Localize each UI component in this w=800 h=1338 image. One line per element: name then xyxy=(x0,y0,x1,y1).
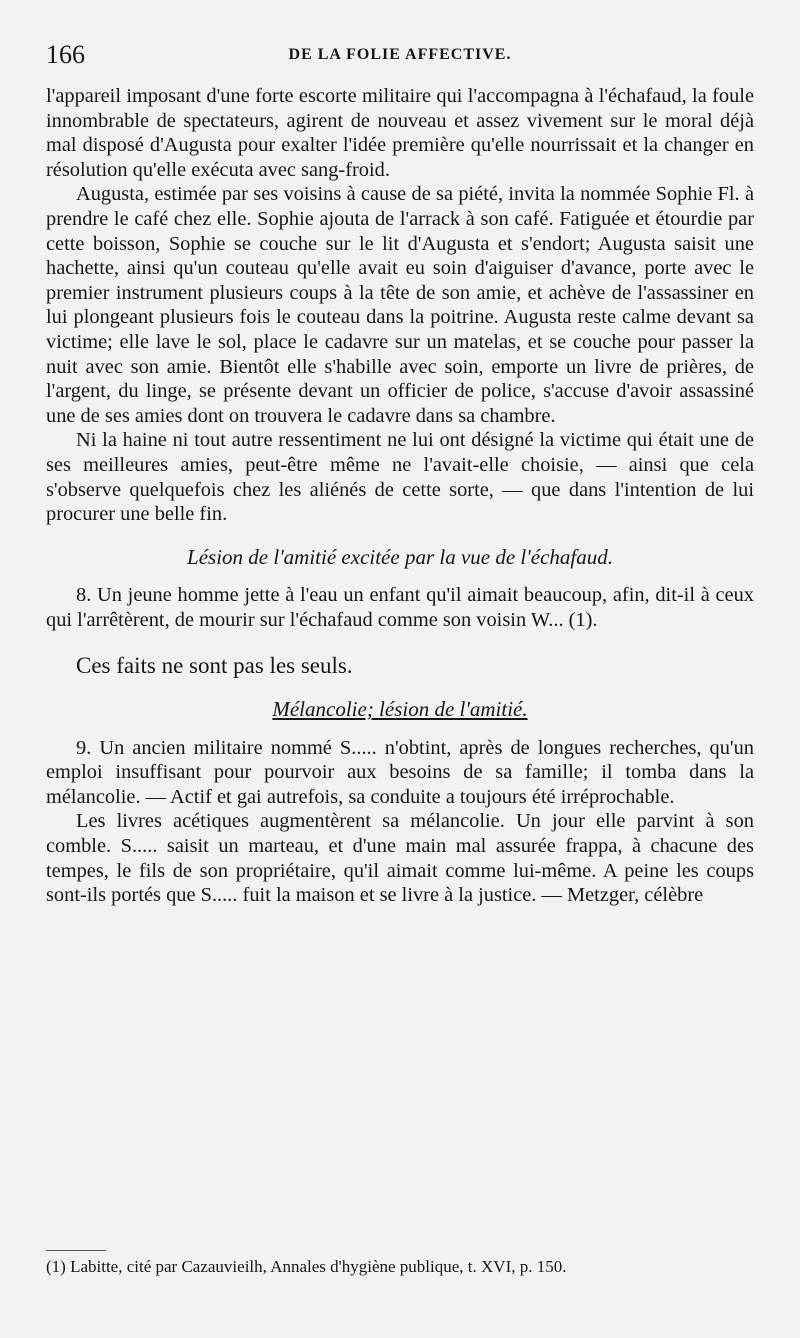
paragraph-case-8: 8. Un jeune homme jette à l'eau un enfant qu'il aimait beaucoup, afin, dit-il à ceux qui l'arrêtèrent, de mourir sur l'échafaud comme son voisin W... (1). xyxy=(46,584,754,631)
section-heading-melancolie: Mélancolie; lésion de l'amitié. xyxy=(272,697,528,722)
paragraph-continued: l'appareil imposant d'une forte escorte militaire qui l'accompagna à l'échafaud, la foule innombrable de spectateurs, agirent de nouveau et assez vivement sur le moral déjà mal disposé d'Augusta pour exalter l'idée première qu'elle nourrissait et la changer en résolution qu'elle exécuta avec sang-froid. xyxy=(46,85,754,181)
section-heading-amitie-echafaud: Lésion de l'amitié excitée par la vue de l'échafaud. xyxy=(187,544,613,569)
paragraph-haine: Ni la haine ni tout autre ressentiment ne lui ont désigné la victime qui était une de ses meilleures amies, peut-être même ne l'avait-elle choisie, — ainsi que cela s'observe quelquefois chez les aliénés de cette sorte, — que dans l'intention de lui procurer une belle fin. xyxy=(46,429,754,526)
footnote-divider xyxy=(46,1250,106,1251)
page-header xyxy=(46,40,754,74)
paragraph-livres: Les livres acétiques augmentèrent sa mélancolie. Un jour elle parvint à son comble. S..... saisit un marteau, et d'une main mal assurée frappa, à chacune des tempes, le fils de son propriétaire, qu'il aimait comme lui-même. A peine les coups sont-ils portés que S..... fuit la maison et se livre à la justice. — Metzger, célèbre xyxy=(46,810,754,907)
statement-line: Ces faits ne sont pas les seuls. xyxy=(76,653,353,679)
paragraph-augusta: Augusta, estimée par ses voisins à cause de sa piété, invita la nommée Sophie Fl. à prendre le café chez elle. Sophie ajouta de l'arrack à son café. Fatiguée et étourdie par cette boisson, Sophie se couche sur le lit d'Augusta et s'endort; Augusta saisit une hachette, ainsi qu'un couteau qu'elle avait eu soin d'aiguiser d'avance, porte avec le premier instrument plusieurs coups à la tête de son amie, et achève de l'assassiner en lui plongeant plusieurs fois le couteau dans la poitrine. Augusta reste calme devant sa victime; elle lave le sol, place le cadavre sur un matelas, et se couche pour passer la nuit avec son amie. Bientôt elle s'habille avec soin, emporte un livre de prières, de l'argent, du linge, se présente devant un officier de police, s'accuse d'avoir assassiné une de ses amies dont on trouvera le cadavre dans sa chambre. xyxy=(46,183,754,427)
footnote: (1) Labitte, cité par Cazauvieilh, Annales d'hygiène publique, t. XVI, p. 150. xyxy=(46,1257,567,1276)
page-body xyxy=(46,84,754,908)
page-number: 166 xyxy=(46,40,85,69)
paragraph-case-9: 9. Un ancien militaire nommé S..... n'obtint, après de longues recherches, qu'un emploi insuffisant pour pourvoir aux besoins de sa famille; il tomba dans la mélancolie. — Actif et gai autrefois, sa conduite a toujours été irréprochable. xyxy=(46,736,754,808)
running-title: DE LA FOLIE AFFECTIVE. xyxy=(288,46,512,63)
